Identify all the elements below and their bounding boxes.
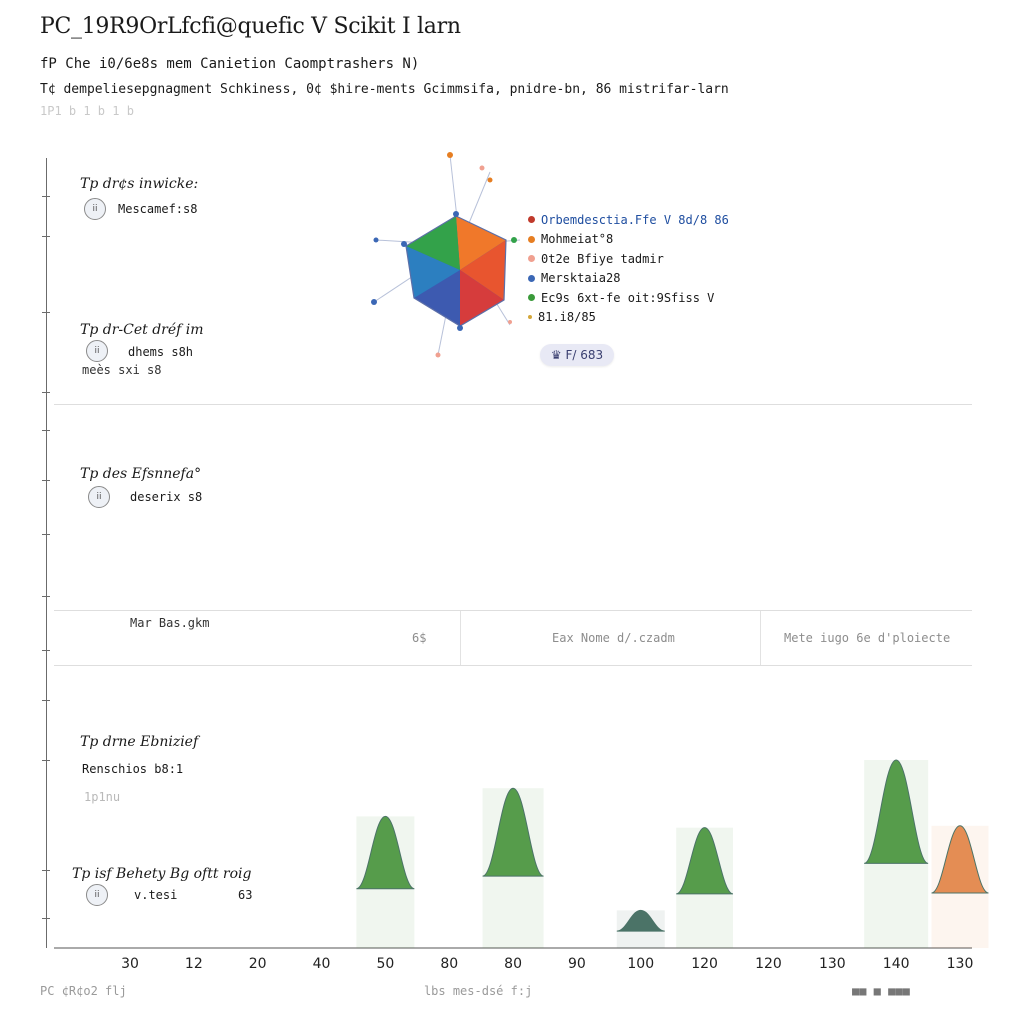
panel-value: deserix s8 (130, 490, 203, 504)
x-tick-label: 120 (755, 956, 782, 972)
page-subtitle: fP Che i0/6e8s mem Canietion Caomptrashers N) (40, 56, 420, 72)
panel-extra: 1p1nu (84, 790, 121, 804)
x-tick-label: 80 (504, 956, 522, 972)
table-cell: Mar Bas.gkm (130, 616, 210, 630)
x-tick-label: 80 (440, 956, 459, 972)
page-description: T¢ dempeliesepgnagment Schkiness, 0¢ $hire-ments Gcimmsifa, pnidre-bn, 86 mistrifar-larn (40, 82, 729, 97)
panel-value: dhems s8h (128, 345, 194, 359)
legend-label: 0t2e Bfiye tadmir (541, 251, 664, 266)
panel-badge: ii (86, 340, 108, 362)
panel-badge: ii (88, 486, 110, 508)
panel-label: Tp isf Behety Bg oftt roig (72, 866, 252, 882)
legend-label: Ec9s 6xt-fe oit:9Sfiss V (541, 290, 715, 305)
table-cell: Mete iugo 6e d'ploiecte (784, 631, 951, 645)
panel-value: Renschios b8:1 (82, 762, 184, 776)
footer-left: PC ¢R¢o2 flj (40, 984, 127, 998)
x-tick-label: 40 (312, 956, 331, 972)
table-cell: Eax Nome d/.czadm (552, 631, 675, 645)
footer (40, 984, 970, 998)
page-title: PC_19R9OrLfcfi@quefic V Scikit I larn (40, 14, 461, 39)
table-cell: 6$ (412, 631, 427, 645)
panel-value: v.tesi (134, 888, 178, 902)
x-tick-label: 130 (818, 956, 846, 972)
panel-value-secondary: 63 (238, 888, 253, 902)
faint-caption: 1P1 b 1 b 1 b (40, 104, 134, 118)
legend-label[interactable]: Orbemdesctia.Ffe V 8d/8 86 (541, 212, 729, 227)
footer-middle: lbs mes-dsé f:j (423, 984, 533, 998)
x-tick-label: 100 (627, 956, 655, 972)
panel-label: Tp des Efsnnefa° (80, 466, 202, 482)
x-tick-label: 90 (568, 956, 586, 972)
x-tick-label: 20 (248, 956, 267, 972)
x-tick-label: 120 (691, 956, 718, 972)
panel-badge: ii (86, 884, 108, 906)
legend-label: Mohmeiat°8 (541, 232, 614, 247)
panel-value: Mescamef:s8 (118, 202, 198, 216)
x-tick-label: 130 (946, 956, 974, 972)
x-tick-label: 12 (184, 956, 203, 972)
x-tick-label: 50 (376, 956, 395, 972)
footer-right: ■■ ■ ■■■ (852, 984, 910, 998)
panel-extra: meès sxi s8 (82, 363, 162, 377)
panel-label: Tp dr¢s inwicke: (80, 176, 199, 192)
panel-label: Tp drne Ebnizief (80, 734, 199, 750)
panel-badge: ii (84, 198, 106, 220)
panel-label: Tp dr-Cet dréf im (80, 322, 204, 338)
legend-label: 81.i8/85 (538, 310, 596, 325)
x-tick-label: 140 (882, 956, 910, 972)
radar-filter-button[interactable]: ♛ F/ 683 (540, 344, 614, 366)
x-tick-label: 30 (121, 956, 139, 972)
legend-label: Mersktaia28 (541, 271, 621, 286)
